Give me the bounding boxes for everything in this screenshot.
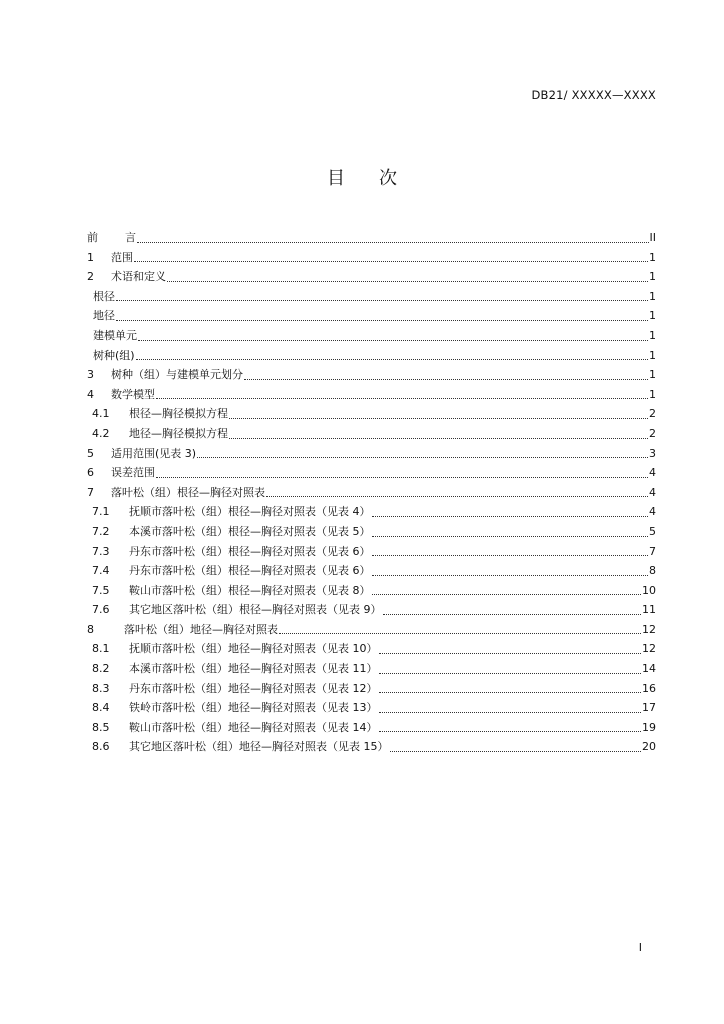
toc-leader-dots xyxy=(244,378,648,380)
toc-entry-number: 4 xyxy=(87,387,94,401)
toc-entry-page: 1 xyxy=(649,348,656,362)
toc-entry[interactable] xyxy=(87,463,656,483)
toc-leader-dots xyxy=(134,260,648,262)
toc-entry[interactable] xyxy=(87,346,656,366)
toc-entry[interactable] xyxy=(87,542,656,562)
toc-entry-number: 8.4 xyxy=(92,701,110,715)
toc-entry-label: 适用范围(见表 3) xyxy=(111,446,197,460)
toc-leader-dots xyxy=(379,652,642,654)
toc-entry-number: 7.5 xyxy=(92,583,110,597)
toc-entry-number: 8.6 xyxy=(92,740,110,754)
toc-entry-label: 误差范围 xyxy=(111,466,155,480)
toc-entry[interactable] xyxy=(87,561,656,581)
toc-entry-page: 1 xyxy=(649,387,656,401)
toc-entry-page: 2 xyxy=(649,407,656,421)
toc-entry-page: 1 xyxy=(649,289,656,303)
toc-entry[interactable] xyxy=(87,737,656,757)
toc-leader-dots xyxy=(197,456,648,458)
toc-entry-page: 19 xyxy=(642,720,656,734)
toc-entry-page: 1 xyxy=(649,309,656,323)
toc-entry-label: 铁岭市落叶松（组）地径—胸径对照表（见表 13） xyxy=(129,701,378,715)
toc-entry-number: 7 xyxy=(87,485,94,499)
toc-entry-label: 建模单元 xyxy=(93,328,137,342)
toc-entry[interactable] xyxy=(87,620,656,640)
toc-entry-label: 鞍山市落叶松（组）根径—胸径对照表（见表 8） xyxy=(129,583,371,597)
toc-leader-dots xyxy=(390,750,642,752)
toc-entry-label: 地径 xyxy=(93,309,115,323)
toc-leader-dots xyxy=(372,535,649,537)
toc-entry-label: 鞍山市落叶松（组）地径—胸径对照表（见表 14） xyxy=(129,720,378,734)
toc-entry[interactable] xyxy=(87,385,656,405)
toc-leader-dots xyxy=(379,691,642,693)
toc-entry-number: 8.2 xyxy=(92,662,110,676)
toc-entry-label: 根径 xyxy=(93,289,115,303)
standard-code: DB21/ XXXXX—XXXX xyxy=(531,88,656,102)
toc-entry[interactable] xyxy=(87,248,656,268)
toc-leader-dots xyxy=(167,280,648,282)
title-char-2: 次 xyxy=(379,168,397,189)
toc-entry-page: 10 xyxy=(642,583,656,597)
toc-entry-page: 17 xyxy=(642,701,656,715)
toc-leader-dots xyxy=(229,417,648,419)
toc-entry-label: 数学模型 xyxy=(111,387,155,401)
toc-entry-number: 2 xyxy=(87,270,94,284)
toc-entry-number: 4.2 xyxy=(92,426,110,440)
title-char-1: 目 xyxy=(327,168,345,189)
toc-leader-dots xyxy=(156,397,648,399)
toc-entry-number: 8 xyxy=(87,622,94,636)
toc-entry-page: 1 xyxy=(649,368,656,382)
page-number: I xyxy=(638,941,642,954)
toc-entry-page: 16 xyxy=(642,681,656,695)
toc-entry[interactable] xyxy=(87,502,656,522)
toc-entry-page: 4 xyxy=(649,466,656,480)
toc-entry[interactable] xyxy=(87,483,656,503)
toc-entry-label: 地径—胸径模拟方程 xyxy=(129,426,228,440)
toc-entry[interactable] xyxy=(87,424,656,444)
toc-entry[interactable] xyxy=(87,639,656,659)
toc-entry[interactable] xyxy=(87,287,656,307)
toc-entry-number: 8.5 xyxy=(92,720,110,734)
toc-entry-page: 3 xyxy=(649,446,656,460)
toc-entry[interactable] xyxy=(87,267,656,287)
toc-entry-label: 落叶松（组）地径—胸径对照表 xyxy=(124,622,278,636)
toc-leader-dots xyxy=(372,593,642,595)
toc-entry-page: 14 xyxy=(642,662,656,676)
toc-entry-number: 3 xyxy=(87,368,94,382)
toc-entry-page: 4 xyxy=(649,485,656,499)
toc-entry[interactable] xyxy=(87,228,656,248)
toc-leader-dots xyxy=(138,339,648,341)
toc-leader-dots xyxy=(137,241,649,243)
toc-entry[interactable] xyxy=(87,718,656,738)
toc-entry-page: II xyxy=(649,231,656,244)
toc-entry-number: 7.3 xyxy=(92,544,110,558)
toc-entry-number: 前 xyxy=(87,231,98,244)
toc-leader-dots xyxy=(379,711,642,713)
toc-entry-number: 7.2 xyxy=(92,524,110,538)
toc-entry[interactable] xyxy=(87,659,656,679)
toc-entry-label: 落叶松（组）根径—胸径对照表 xyxy=(111,485,265,499)
toc-leader-dots xyxy=(229,437,648,439)
toc-entry[interactable] xyxy=(87,444,656,464)
toc-entry-page: 4 xyxy=(649,505,656,519)
toc-leader-dots xyxy=(156,476,648,478)
toc-leader-dots xyxy=(383,613,642,615)
toc-entry-label: 言 xyxy=(125,231,136,244)
toc-entry-number: 1 xyxy=(87,250,94,264)
toc-entry-page: 1 xyxy=(649,328,656,342)
toc-entry-label: 本溪市落叶松（组）根径—胸径对照表（见表 5） xyxy=(129,524,371,538)
toc-entry-page: 5 xyxy=(649,524,656,538)
toc-entry-label: 抚顺市落叶松（组）根径—胸径对照表（见表 4） xyxy=(129,505,371,519)
toc-leader-dots xyxy=(379,730,642,732)
toc-entry-label: 树种（组）与建模单元划分 xyxy=(111,368,243,382)
toc-entry-number: 5 xyxy=(87,446,94,460)
toc-entry-page: 2 xyxy=(649,426,656,440)
toc-entry-label: 丹东市落叶松（组）地径—胸径对照表（见表 12） xyxy=(129,681,378,695)
toc-entry-label: 丹东市落叶松（组）根径—胸径对照表（见表 6） xyxy=(129,544,371,558)
toc-entry-label: 抚顺市落叶松（组）地径—胸径对照表（见表 10） xyxy=(129,642,378,656)
toc-entry[interactable] xyxy=(87,404,656,424)
toc-entry[interactable] xyxy=(87,698,656,718)
toc-entry-number: 4.1 xyxy=(92,407,110,421)
toc-entry[interactable] xyxy=(87,326,656,346)
toc-leader-dots xyxy=(116,319,648,321)
toc-entry-label: 丹东市落叶松（组）根径—胸径对照表（见表 6） xyxy=(129,564,371,578)
toc-leader-dots xyxy=(372,515,649,517)
toc-entry[interactable] xyxy=(87,581,656,601)
table-of-contents xyxy=(87,228,656,757)
toc-leader-dots xyxy=(136,358,648,360)
toc-leader-dots xyxy=(266,495,648,497)
toc-entry-page: 7 xyxy=(649,544,656,558)
toc-entry-label: 树种(组) xyxy=(93,348,135,362)
toc-entry-label: 根径—胸径模拟方程 xyxy=(129,407,228,421)
toc-entry-page: 11 xyxy=(642,603,656,617)
toc-entry-number: 6 xyxy=(87,466,94,480)
toc-leader-dots xyxy=(372,574,649,576)
toc-entry-label: 其它地区落叶松（组）根径—胸径对照表（见表 9） xyxy=(129,603,382,617)
toc-entry-label: 范围 xyxy=(111,250,133,264)
page-title xyxy=(0,164,724,190)
toc-entry-label: 其它地区落叶松（组）地径—胸径对照表（见表 15） xyxy=(129,740,389,754)
toc-entry-number: 8.1 xyxy=(92,642,110,656)
toc-entry-page: 12 xyxy=(642,642,656,656)
toc-leader-dots xyxy=(116,299,648,301)
toc-entry-page: 1 xyxy=(649,270,656,284)
toc-entry[interactable] xyxy=(87,365,656,385)
toc-entry[interactable] xyxy=(87,600,656,620)
toc-entry-page: 12 xyxy=(642,622,656,636)
toc-entry-label: 本溪市落叶松（组）地径—胸径对照表（见表 11） xyxy=(129,662,378,676)
toc-leader-dots xyxy=(379,672,642,674)
toc-entry-number: 7.6 xyxy=(92,603,110,617)
toc-entry-page: 8 xyxy=(649,564,656,578)
toc-entry-page: 20 xyxy=(642,740,656,754)
toc-entry[interactable] xyxy=(87,522,656,542)
toc-entry-number: 8.3 xyxy=(92,681,110,695)
toc-leader-dots xyxy=(279,632,641,634)
toc-entry-number: 7.4 xyxy=(92,564,110,578)
toc-entry-number: 7.1 xyxy=(92,505,110,519)
toc-leader-dots xyxy=(372,554,649,556)
toc-entry[interactable] xyxy=(87,306,656,326)
toc-entry-label: 术语和定义 xyxy=(111,270,166,284)
toc-entry[interactable] xyxy=(87,679,656,699)
toc-entry-page: 1 xyxy=(649,250,656,264)
